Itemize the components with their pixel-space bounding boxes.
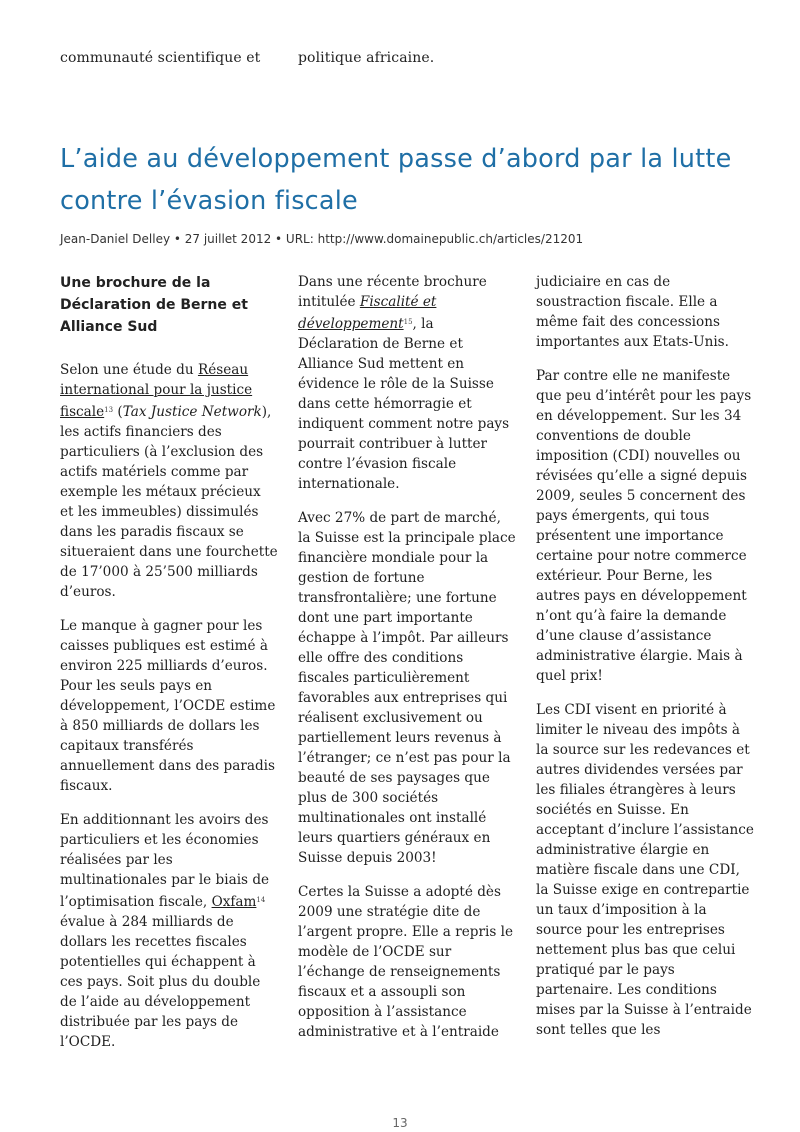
paragraph: judiciaire en cas de soustraction fiscale. Elle a même fait des concessions importantes aux Etats-Unis. [536, 274, 729, 350]
previous-article-fragment-right: politique africaine. [298, 50, 435, 66]
page-number: 13 [392, 1116, 408, 1130]
article-title: L’aide au développement passe d’abord par la lutte contre l’évasion fiscale [60, 144, 732, 216]
column-2 [298, 272, 516, 1056]
section-subheading: Une brochure de la Déclaration de Berne et Alliance Sud [60, 275, 248, 335]
text: Selon une étude du [60, 362, 198, 378]
brochure-link[interactable]: Fiscalité et développement [298, 294, 437, 332]
paragraph: Les CDI visent en priorité à limiter le niveau des impôts à la source sur les redevances et autres dividendes versées par les filiales étrangères à leurs sociétés en Suisse. En acceptant d’inclure l’assistance administrative élargie en matière fiscale dans une CDI, la Suisse exige en contrepartie un taux d’imposition à la source pour les entreprises nettement plus bas que celui pratiqué par le pays partenaire. Les conditions mises par la Suisse à l’entraide sont telles que les [536, 702, 754, 1038]
paragraph: Avec 27% de part de marché, la Suisse est la principale place financière mondiale pour la gestion de fortune transfrontalière; une fortune dont une part importante échappe à l’impôt. Par ailleurs elle offre des conditions fiscales particulièrement favorables aux entreprises qui réalisent exclusivement ou partiellement leurs revenus à l’étranger; ce n’est pas pour la beauté de ses paysages que plus de 300 sociétés multinationales ont installé leurs quartiers généraux en Suisse depuis 2003! [298, 510, 516, 866]
footnote-ref: 15 [403, 318, 413, 326]
text: Dans une récente brochure intitulée [298, 274, 487, 310]
oxfam-link[interactable]: Oxfam [211, 894, 257, 910]
text: En additionnant les avoirs des particuliers et les économies réalisées par les multinationales par le biais de l’optimisation fiscale, [60, 812, 270, 910]
italic-text: Tax Justice Network [122, 404, 262, 420]
paragraph [60, 810, 278, 1052]
column-3 [536, 272, 754, 1054]
text: ), les actifs financiers des particuliers (à l’exclusion des actifs matériels comme par exemple les métaux précieux et les immeubles) dissimulés dans les paradis fiscaux se situeraient dans une fourchette de 17’000 à 25’500 milliards d’euros. [60, 404, 278, 600]
footnote-ref: 13 [104, 406, 114, 414]
paragraph [298, 272, 516, 494]
previous-article-fragment-left: communauté scientifique et [60, 50, 261, 66]
text: ( [113, 404, 123, 420]
tax-justice-network-link[interactable]: Réseau international pour la justice fiscale [60, 362, 253, 420]
paragraph [60, 360, 278, 602]
text: , la Déclaration de Berne et Alliance Sud mettent en évidence le rôle de la Suisse dans cette hémorragie et indiquent comment notre pays pourrait contribuer à lutter contre l’évasion fiscale internationale. [298, 316, 510, 492]
paragraph: Certes la Suisse a adopté dès 2009 une stratégie dite de l’argent propre. Elle a repris le modèle de l’OCDE sur l’échange de renseignements fiscaux et a assoupli son opposition à l’assistance administrative et à l’entraide [298, 884, 514, 1040]
paragraph: Le manque à gagner pour les caisses publiques est estimé à environ 225 milliards d’euros. Pour les seuls pays en développement, l’OCDE estime à 850 milliards de dollars les capitaux transférés annuellement dans des paradis fiscaux. [60, 618, 276, 794]
column-1 [60, 272, 278, 1066]
article-byline: Jean-Daniel Delley • 27 juillet 2012 • URL: http://www.domainepublic.ch/articles/21201 [60, 232, 584, 246]
paragraph: Par contre elle ne manifeste que peu d’intérêt pour les pays en développement. Sur les 34 conventions de double imposition (CDI) nouvelles ou révisées qu’elle a signé depuis 2009, seules 5 concernent des pays émergents, qui tous présentent une importance certaine pour notre commerce extérieur. Pour Berne, les autres pays en développement n’ont qu’à faire la demande d’une clause d’assistance administrative élargie. Mais à quel prix! [536, 368, 752, 684]
footnote-ref: 14 [256, 896, 266, 904]
text: évalue à 284 milliards de dollars les recettes fiscales potentielles qui échappent à ces pays. Soit plus du double de l’aide au développement distribuée par les pays de l’OCDE. [60, 914, 261, 1050]
